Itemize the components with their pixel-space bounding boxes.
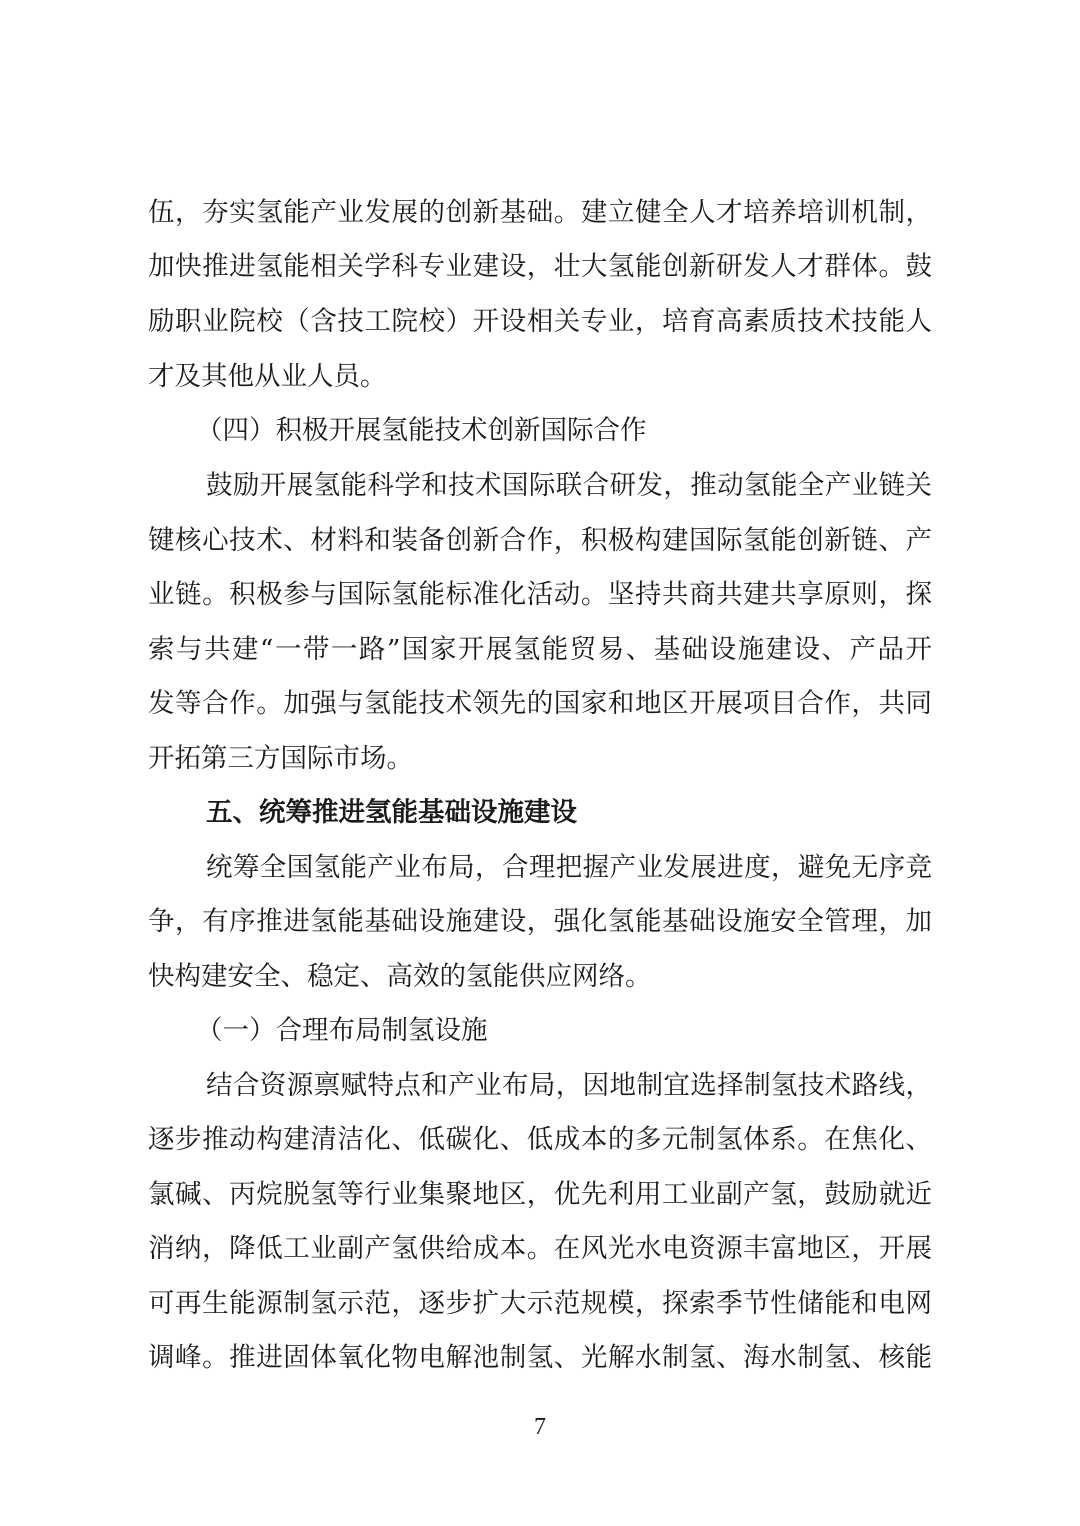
- body-text-line: 氯碱、丙烷脱氢等行业集聚地区，优先利用工业副产氢，鼓励就近: [148, 1179, 932, 1210]
- body-text-line: 业链。积极参与国际氢能标准化活动。坚持共商共建共享原则，探: [148, 579, 932, 610]
- body-text-line: 快构建安全、稳定、高效的氢能供应网络。: [148, 961, 652, 992]
- body-text-line: 争，有序推进氢能基础设施建设，强化氢能基础设施安全管理，加: [148, 906, 932, 937]
- body-text-line: 统筹全国氢能产业布局，合理把握产业发展进度，避免无序竞: [206, 852, 932, 883]
- body-text-line: 调峰。推进固体氧化物电解池制氢、光解水制氢、海水制氢、核能: [148, 1342, 932, 1373]
- subsection-heading: （四）积极开展氢能技术创新国际合作: [196, 415, 647, 446]
- body-text-line: 鼓励开展氢能科学和技术国际联合研发，推动氢能全产业链关: [206, 470, 932, 501]
- body-text-line: 励职业院校（含技工院校）开设相关专业，培育高素质技术技能人: [148, 306, 932, 337]
- body-text-line: 索与共建“一带一路”国家开展氢能贸易、基础设施建设、产品开: [148, 634, 932, 665]
- page-number: 7: [534, 1414, 546, 1440]
- body-text-line: 伍，夯实氢能产业发展的创新基础。建立健全人才培养培训机制，: [148, 197, 932, 228]
- body-text-line: 加快推进氢能相关学科专业建设，壮大氢能创新研发人才群体。鼓: [148, 251, 932, 282]
- body-text-line: 逐步推动构建清洁化、低碳化、低成本的多元制氢体系。在焦化、: [148, 1124, 932, 1155]
- body-text-line: 键核心技术、材料和装备创新合作，积极构建国际氢能创新链、产: [148, 525, 932, 556]
- section-heading: 五、统筹推进氢能基础设施建设: [206, 797, 577, 828]
- body-text-line: 结合资源禀赋特点和产业布局，因地制宜选择制氢技术路线，: [206, 1070, 932, 1101]
- body-text-line: 可再生能源制氢示范，逐步扩大示范规模，探索季节性储能和电网: [148, 1288, 932, 1319]
- body-text-line: 才及其他从业人员。: [148, 361, 387, 392]
- body-text-line: 开拓第三方国际市场。: [148, 743, 413, 774]
- subsection-heading: （一）合理布局制氢设施: [196, 1015, 488, 1046]
- body-text-line: 消纳，降低工业副产氢供给成本。在风光水电资源丰富地区，开展: [148, 1233, 932, 1264]
- body-text-line: 发等合作。加强与氢能技术领先的国家和地区开展项目合作，共同: [148, 688, 932, 719]
